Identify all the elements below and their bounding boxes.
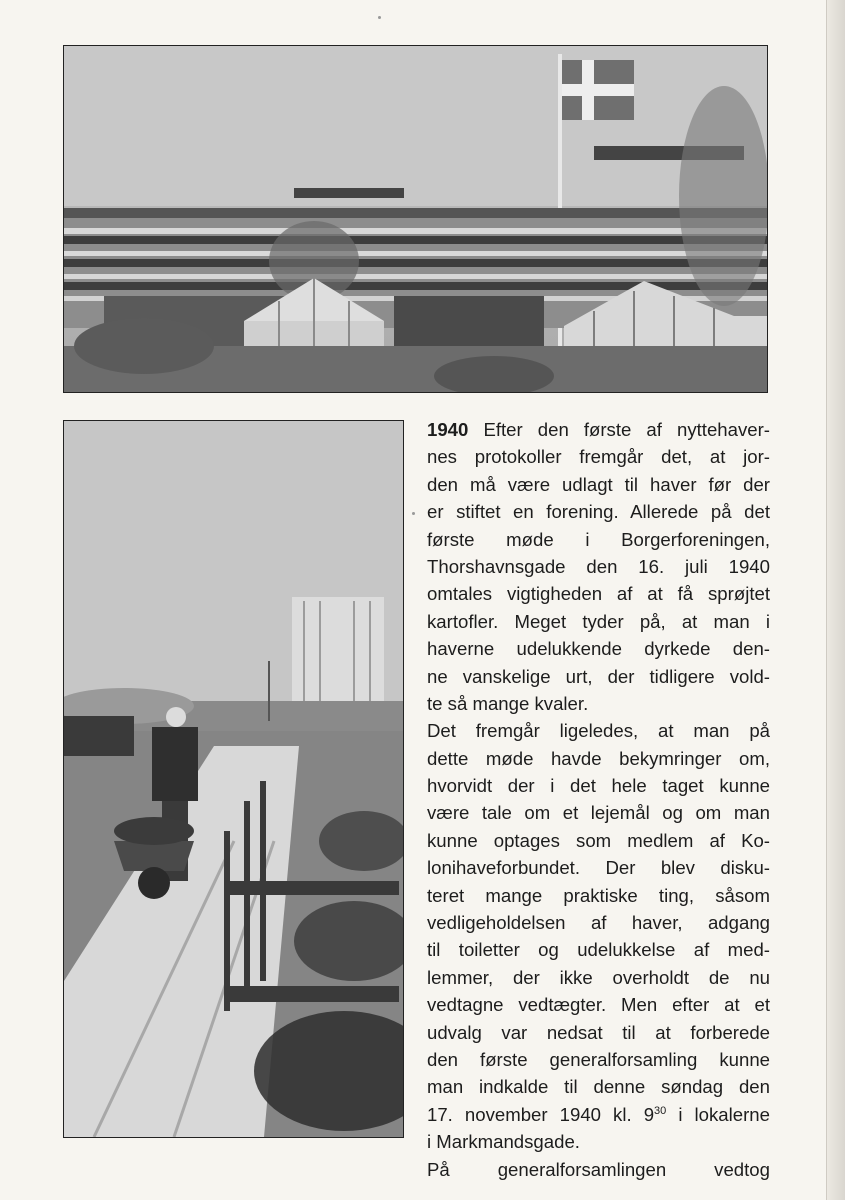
photo-left xyxy=(63,420,404,1138)
article-line: man indkalde til denne søndag den xyxy=(427,1076,770,1098)
article-line: kunne optages som medlem af Ko- xyxy=(427,829,770,851)
article-line: dette møde havde bekymringer om, xyxy=(427,747,770,769)
article-line-time: 17. november 1940 kl. $9^{30}$ i lokalerne xyxy=(427,1103,770,1125)
page-edge xyxy=(826,0,845,1200)
article-line: te så mange kvaler. xyxy=(427,692,589,714)
article-line: omtales vigtigheden af at få sprøjtet xyxy=(427,583,770,605)
article-line: i Markmandsgade. xyxy=(427,1131,580,1153)
year-heading: 1940 xyxy=(427,419,469,440)
article-line: lemmer, der ikke overholdt de nu xyxy=(427,966,770,988)
photo-man-wheelbarrow-path-icon xyxy=(64,421,403,1137)
article-line: haverne udelukkende dyrkede den- xyxy=(427,638,770,660)
article-line: er stiftet en forening. Allerede på det xyxy=(427,501,770,523)
article-line: ne vanskelige urt, der tidligere vold- xyxy=(427,665,770,687)
article-line-1: 1940 Efter den første af nyttehaver- xyxy=(427,419,770,440)
article-line: udvalg var nedsat til at forberede xyxy=(427,1021,770,1043)
article-line: teret mange praktiske ting, såsom xyxy=(427,884,770,906)
photo-top xyxy=(63,45,768,393)
article-line: første møde i Borgerforeningen, xyxy=(427,528,770,550)
photo-allotment-greenhouses-flag-icon xyxy=(64,46,767,392)
article-line: kartofler. Meget tyder på, at man i xyxy=(427,610,770,632)
scan-speck xyxy=(412,512,415,515)
article-line: lonihaveforbundet. Der blev disku- xyxy=(427,857,770,879)
article-line: hvorvidt der i det hele taget kunne xyxy=(427,775,770,797)
article-text xyxy=(427,416,770,1183)
time-superscript: 30 xyxy=(654,1104,667,1117)
article-line: den første generalforsamling kunne xyxy=(427,1048,770,1070)
article-line: Thorshavnsgade den 16. juli 1940 xyxy=(427,555,770,577)
article-line: til toiletter og udelukkelse af med- xyxy=(427,939,770,961)
article-line: den må være udlagt til haver før der xyxy=(427,473,770,495)
article-line: være tale om et lejemål og om man xyxy=(427,802,770,824)
article-line: nes protokoller fremgår det, at jor- xyxy=(427,446,770,468)
scan-speck xyxy=(378,16,381,19)
article-line: Det fremgår ligeledes, at man på xyxy=(427,720,770,742)
article-line: På generalforsamlingen vedtog xyxy=(427,1158,770,1180)
article-line: vedtagne vedtægter. Men efter at et xyxy=(427,994,770,1016)
article-line: vedligeholdelsen af haver, adgang xyxy=(427,912,770,934)
